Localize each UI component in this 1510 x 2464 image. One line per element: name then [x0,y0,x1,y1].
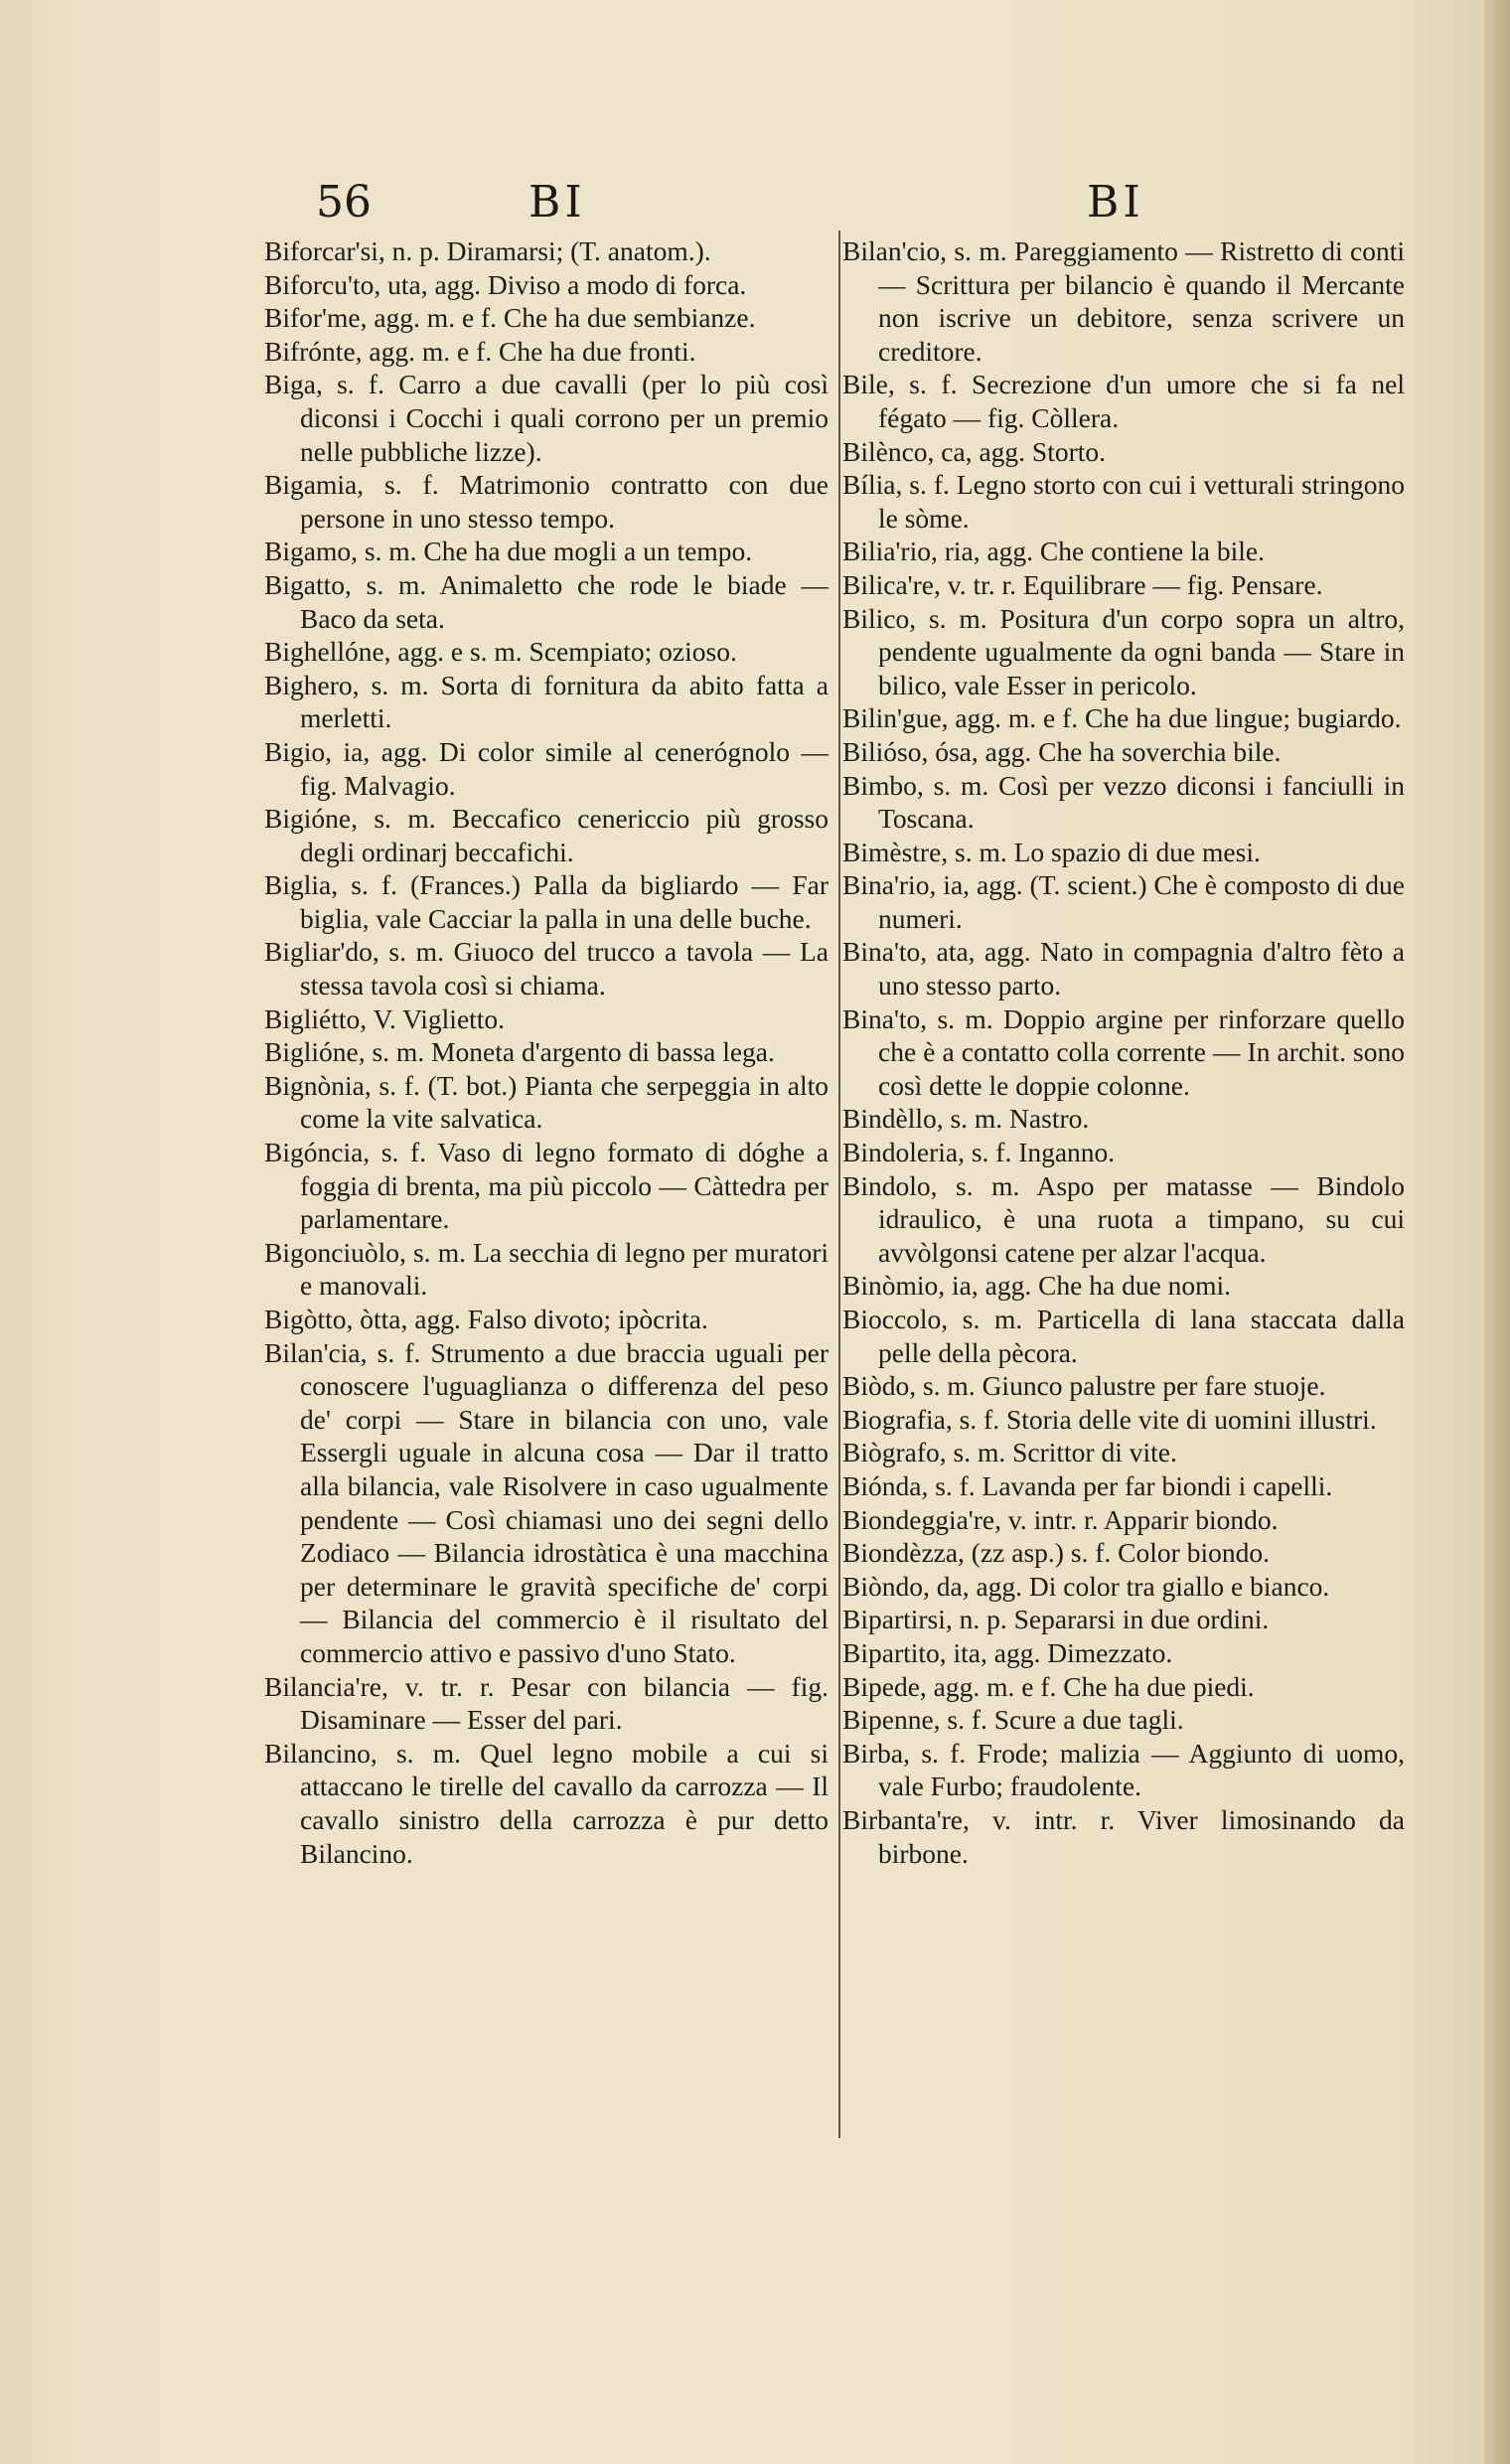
dictionary-entry: Bília, s. f. Legno storto con cui i vetturali stringono le sòme. [842,469,1405,534]
dictionary-entry: Bigatto, s. m. Animaletto che rode le biade — Baco da seta. [264,568,829,634]
dictionary-entry: Bindoleria, s. f. Inganno. [842,1137,1116,1168]
dictionary-entry: Bipede, agg. m. e f. Che ha due piedi. [842,1670,1255,1702]
dictionary-entry: Bighellóne, agg. e s. m. Scempiato; ozioso. [264,636,737,668]
dictionary-entry: Bifor'me, agg. m. e f. Che ha due sembianze. [264,302,756,334]
dictionary-entry: Biondeggia're, v. intr. r. Apparir biondo. [842,1503,1279,1535]
dictionary-entry: Bilica're, v. tr. r. Equilibrare — fig. Pensare. [842,568,1323,600]
dictionary-entry: Bimbo, s. m. Così per vezzo diconsi i fanciulli in Toscana. [842,769,1405,835]
dictionary-entry: Biónda, s. f. Lavanda per far biondi i capelli. [842,1469,1333,1501]
dictionary-entry: Bignònia, s. f. (T. bot.) Pianta che serpeggia in alto come la vite salvatica. [264,1069,829,1135]
column-divider [838,231,840,2138]
dictionary-entry: Bilènco, ca, agg. Storto. [842,435,1107,467]
dictionary-entry: Biòndo, da, agg. Di color tra giallo e bianco. [842,1570,1330,1602]
dictionary-entry: Bilancino, s. m. Quel legno mobile a cui si attaccano le tirelle del cavallo da carrozza — Il cavallo sinistro della carrozza è pur detto Bilancino. [264,1737,829,1869]
dictionary-entry: Bighero, s. m. Sorta di fornitura da abito fatta a merletti. [264,669,829,734]
running-head-right: BI [1087,177,1144,228]
right-column [842,234,1405,1870]
page-number: 56 [316,177,372,228]
dictionary-entry: Biòdo, s. m. Giunco palustre per fare stuoje. [842,1370,1326,1402]
dictionary-entry: Bilin'gue, agg. m. e f. Che ha due lingue; bugiardo. [842,702,1402,734]
dictionary-entry: Bigóncia, s. f. Vaso di legno formato di dóghe a foggia di brenta, ma più piccolo — Càttedra per parlamentare. [264,1137,829,1235]
dictionary-entry: Biografia, s. f. Storia delle vite di uomini illustri. [842,1403,1377,1435]
dictionary-entry: Bigamo, s. m. Che ha due mogli a un tempo. [264,536,753,567]
dictionary-entry: Bifrónte, agg. m. e f. Che ha due fronti. [264,335,696,367]
dictionary-entry: Bilan'cio, s. m. Pareggiamento — Ristretto di conti — Scrittura per bilancio è quando il Mercante non iscrive un debitore, senza scrivere un creditore. [842,235,1405,367]
dictionary-entry: Bilia'rio, ria, agg. Che contiene la bile. [842,536,1265,567]
dictionary-entry: Birbanta're, v. intr. r. Viver limosinando da birbone. [842,1803,1405,1869]
dictionary-entry: Bigonciuòlo, s. m. La secchia di legno per muratori e manovali. [264,1236,829,1302]
dictionary-entry: Bipartito, ita, agg. Dimezzato. [842,1636,1173,1668]
running-head-left: BI [528,177,586,228]
dictionary-entry: Biondèzza, (zz asp.) s. f. Color biondo. [842,1537,1270,1569]
dictionary-entry: Bigióne, s. m. Beccafico cenericcio più grosso degli ordinarj beccafichi. [264,803,829,867]
dictionary-entry: Biglia, s. f. (Frances.) Palla da bigliardo — Far biglia, vale Cacciar la palla in una delle buche. [264,869,829,934]
dictionary-entry: Binòmio, ia, agg. Che ha due nomi. [842,1270,1232,1302]
page-header [0,177,1510,236]
dictionary-entry: Bigliar'do, s. m. Giuoco del trucco a tavola — La stessa tavola così si chiama. [264,936,829,1001]
dictionary-entry: Bina'to, s. m. Doppio argine per rinforzare quello che è a contatto colla corrente — In archit. sono così dette le doppie colonne. [842,1002,1405,1101]
page-edge [1484,0,1510,2464]
dictionary-entry: Biga, s. f. Carro a due cavalli (per lo più così diconsi i Cocchi i quali corrono per un premio nelle pubbliche lizze). [264,369,829,467]
dictionary-entry: Bilancia're, v. tr. r. Pesar con bilancia — fig. Disaminare — Esser del pari. [264,1670,829,1736]
dictionary-entry: Bigio, ia, agg. Di color simile al cenerógnolo — fig. Malvagio. [264,735,829,801]
dictionary-entry: Bilan'cia, s. f. Strumento a due braccia uguali per conoscere l'uguaglianza o differenza del peso de' corpi — Stare in bilancia con uno, vale Essergli uguale in alcuna cosa — Dar il tratto alla bilancia, vale Risolvere in caso ugualmente pendente — Così chiamasi uno dei segni dello Zodiaco — Bilancia idrostàtica è una macchina per determinare le gravità specifiche de' corpi — Bilancia del commercio è il risultato del commercio attivo e passivo d'uno Stato. [264,1336,829,1668]
dictionary-entry: Bimèstre, s. m. Lo spazio di due mesi. [842,836,1261,867]
dictionary-entry: Biforcu'to, uta, agg. Diviso a modo di forca. [264,268,747,300]
dictionary-entry: Bipenne, s. f. Scure a due tagli. [842,1704,1184,1736]
dictionary-entry: Biglióne, s. m. Moneta d'argento di bassa lega. [264,1036,775,1068]
dictionary-entry: Bina'rio, ia, agg. (T. scient.) Che è composto di due numeri. [842,869,1405,934]
dictionary-entry: Bindèllo, s. m. Nastro. [842,1103,1090,1135]
dictionary-entry: Bindolo, s. m. Aspo per matasse — Bindolo idraulico, è una ruota a timpano, su cui avvòlgonsi catene per alzar l'acqua. [842,1169,1405,1268]
dictionary-entry: Biògrafo, s. m. Scrittor di vite. [842,1437,1177,1468]
dictionary-entry: Bigòtto, òtta, agg. Falso divoto; ipòcrita. [264,1304,708,1334]
dictionary-entry: Bioccolo, s. m. Particella di lana staccata dalla pelle della pècora. [842,1304,1405,1368]
dictionary-entry: Bigliétto, V. Viglietto. [264,1002,506,1034]
dictionary-entry: Bigamia, s. f. Matrimonio contratto con due persone in uno stesso tempo. [264,469,829,534]
dictionary-entry: Bilico, s. m. Positura d'un corpo sopra un altro, pendente ugualmente da ogni banda — Stare in bilico, vale Esser in pericolo. [842,602,1405,700]
dictionary-entry: Bile, s. f. Secrezione d'un umore che si fa nel fégato — fig. Còllera. [842,369,1405,433]
dictionary-entry: Birba, s. f. Frode; malizia — Aggiunto di uomo, vale Furbo; fraudolente. [842,1737,1405,1802]
dictionary-entry: Bipartirsi, n. p. Separarsi in due ordini. [842,1604,1270,1635]
dictionary-entry: Bilióso, ósa, agg. Che ha soverchia bile. [842,735,1282,767]
left-column [264,234,829,1870]
dictionary-entry: Bina'to, ata, agg. Nato in compagnia d'altro fèto a uno stesso parto. [842,936,1405,1001]
dictionary-entry: Biforcar'si, n. p. Diramarsi; (T. anatom.). [264,235,711,266]
